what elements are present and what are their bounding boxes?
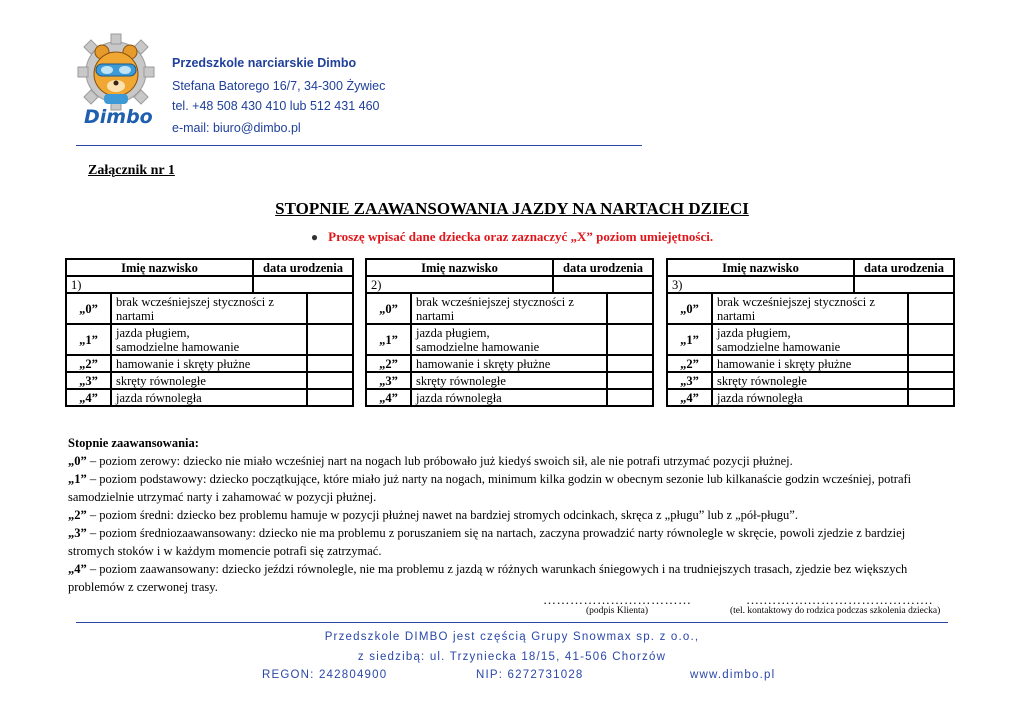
footer-website[interactable]: www.dimbo.pl xyxy=(690,669,776,681)
level-checkbox[interactable] xyxy=(607,293,653,324)
level-desc: jazda pługiem, samodzielne hamowanie xyxy=(111,324,307,355)
child-table-2 xyxy=(365,258,654,407)
description-item: „0” – poziom zerowy: dziecko nie miało wcześniej nart na nogach lub próbowało już kiedyś swoich sił, ale nie potrafi utrzymać pozycji płużnej. xyxy=(68,454,793,468)
company-name: Przedszkole narciarskie Dimbo xyxy=(172,56,357,70)
annex-label: Załącznik nr 1 xyxy=(88,163,175,178)
header-dob: data urodzenia xyxy=(553,259,653,276)
level-code: „3” xyxy=(366,372,411,389)
level-checkbox[interactable] xyxy=(307,389,353,406)
level-checkbox[interactable] xyxy=(307,324,353,355)
header-name: Imię nazwisko xyxy=(366,259,553,276)
instruction-line xyxy=(0,229,1024,245)
level-code: „1” xyxy=(66,324,111,355)
level-checkbox[interactable] xyxy=(307,355,353,372)
level-desc: skręty równoległe xyxy=(111,372,307,389)
level-code: „0” xyxy=(667,293,712,324)
level-code: „4” xyxy=(667,389,712,406)
bullet-icon: ● xyxy=(310,230,319,244)
level-descriptions xyxy=(68,434,948,596)
level-desc: jazda równoległa xyxy=(111,389,307,406)
company-phone: tel. +48 508 430 410 lub 512 431 460 xyxy=(172,99,380,113)
level-desc: brak wcześniejszej styczności z nartami xyxy=(411,293,607,324)
level-desc: hamowanie i skręty płużne xyxy=(111,355,307,372)
level-code: „2” xyxy=(366,355,411,372)
level-code: „1” xyxy=(366,324,411,355)
level-code: „2” xyxy=(66,355,111,372)
level-checkbox[interactable] xyxy=(607,389,653,406)
level-checkbox[interactable] xyxy=(908,324,954,355)
company-email: e-mail: biuro@dimbo.pl xyxy=(172,121,301,135)
description-item: „4” – poziom zaawansowany: dziecko jeździ równolegle, nie ma problemu z jazdą w różnych warunkach śniegowych i na trudniejszych trasach, zjedzie bez większych problemów z czerwonej trasy. xyxy=(68,562,908,594)
level-code: „3” xyxy=(66,372,111,389)
level-desc: hamowanie i skręty płużne xyxy=(712,355,908,372)
description-item: „3” – poziom średniozaawansowany: dziecko nie ma problemu z poruszaniem się na nartach, zaczyna prowadzić narty równolegle w skręcie, powoli zjedzie z bardziej stromych stoków i w każdym momencie potrafi się zatrzymać. xyxy=(68,526,906,558)
level-desc: jazda pługiem, samodzielne hamowanie xyxy=(712,324,908,355)
description-item: „2” – poziom średni: dziecko bez problemu hamuje w pozycji płużnej nawet na bardziej stromych odcinkach, skręca z „pługu” lub z „pół-pługu”. xyxy=(68,508,798,522)
level-desc: skręty równoległe xyxy=(712,372,908,389)
level-code: „2” xyxy=(667,355,712,372)
child-table-3 xyxy=(666,258,955,407)
dob-field[interactable] xyxy=(253,276,353,293)
level-checkbox[interactable] xyxy=(908,355,954,372)
logo-wordmark: Dimbo xyxy=(84,106,153,128)
child-number: 1) xyxy=(66,276,253,293)
client-signature-label: (podpis Klienta) xyxy=(586,606,649,616)
level-code: „0” xyxy=(366,293,411,324)
client-signature-line[interactable]: …………………………… xyxy=(543,592,692,607)
dob-field[interactable] xyxy=(854,276,954,293)
level-checkbox[interactable] xyxy=(607,324,653,355)
header-name: Imię nazwisko xyxy=(667,259,854,276)
level-checkbox[interactable] xyxy=(607,372,653,389)
level-checkbox[interactable] xyxy=(307,372,353,389)
level-code: „1” xyxy=(667,324,712,355)
description-item: „1” – poziom podstawowy: dziecko początkujące, które miało już narty na nogach, minimum kilka godzin w obecnym sezonie lub kilkanaście godzin wcześniej, potrafi samodzielnie utrzymać narty i zahamować w pozycji płużnej. xyxy=(68,472,912,504)
header-dob: data urodzenia xyxy=(854,259,954,276)
company-address: Stefana Batorego 16/7, 34-300 Żywiec xyxy=(172,79,386,93)
level-code: „4” xyxy=(66,389,111,406)
child-number: 3) xyxy=(667,276,854,293)
child-table-1 xyxy=(65,258,354,407)
level-checkbox[interactable] xyxy=(908,372,954,389)
footer-nip: NIP: 6272731028 xyxy=(476,669,584,681)
header-dob: data urodzenia xyxy=(253,259,353,276)
footer-address: z siedzibą: ul. Trzyniecka 18/15, 41-506 Chorzów xyxy=(357,651,667,663)
parent-phone-label: (tel. kontaktowy do rodzica podczas szkolenia dziecka) xyxy=(730,606,941,616)
level-code: „0” xyxy=(66,293,111,324)
footer-divider xyxy=(76,622,948,623)
footer-regon: REGON: 242804900 xyxy=(262,669,388,681)
level-desc: hamowanie i skręty płużne xyxy=(411,355,607,372)
descriptions-heading: Stopnie zaawansowania: xyxy=(68,436,199,450)
level-desc: jazda równoległa xyxy=(411,389,607,406)
level-code: „3” xyxy=(667,372,712,389)
level-desc: jazda równoległa xyxy=(712,389,908,406)
level-checkbox[interactable] xyxy=(908,293,954,324)
instruction-text: Proszę wpisać dane dziecka oraz zaznaczyć „X” poziom umiejętności. xyxy=(328,229,714,244)
dob-field[interactable] xyxy=(553,276,653,293)
level-desc: brak wcześniejszej styczności z nartami xyxy=(712,293,908,324)
footer-company: Przedszkole DIMBO jest częścią Grupy Snowmax sp. z o.o., xyxy=(324,631,700,643)
level-desc: brak wcześniejszej styczności z nartami xyxy=(111,293,307,324)
header-name: Imię nazwisko xyxy=(66,259,253,276)
level-desc: jazda pługiem, samodzielne hamowanie xyxy=(411,324,607,355)
level-checkbox[interactable] xyxy=(607,355,653,372)
level-checkbox[interactable] xyxy=(908,389,954,406)
parent-phone-line[interactable]: ….……….………………………. xyxy=(746,592,933,607)
document-title: STOPNIE ZAAWANSOWANIA JAZDY NA NARTACH DZIECI xyxy=(275,199,749,218)
level-checkbox[interactable] xyxy=(307,293,353,324)
child-number: 2) xyxy=(366,276,553,293)
header-divider xyxy=(76,145,642,146)
level-code: „4” xyxy=(366,389,411,406)
level-desc: skręty równoległe xyxy=(411,372,607,389)
dimbo-logo xyxy=(76,32,156,132)
